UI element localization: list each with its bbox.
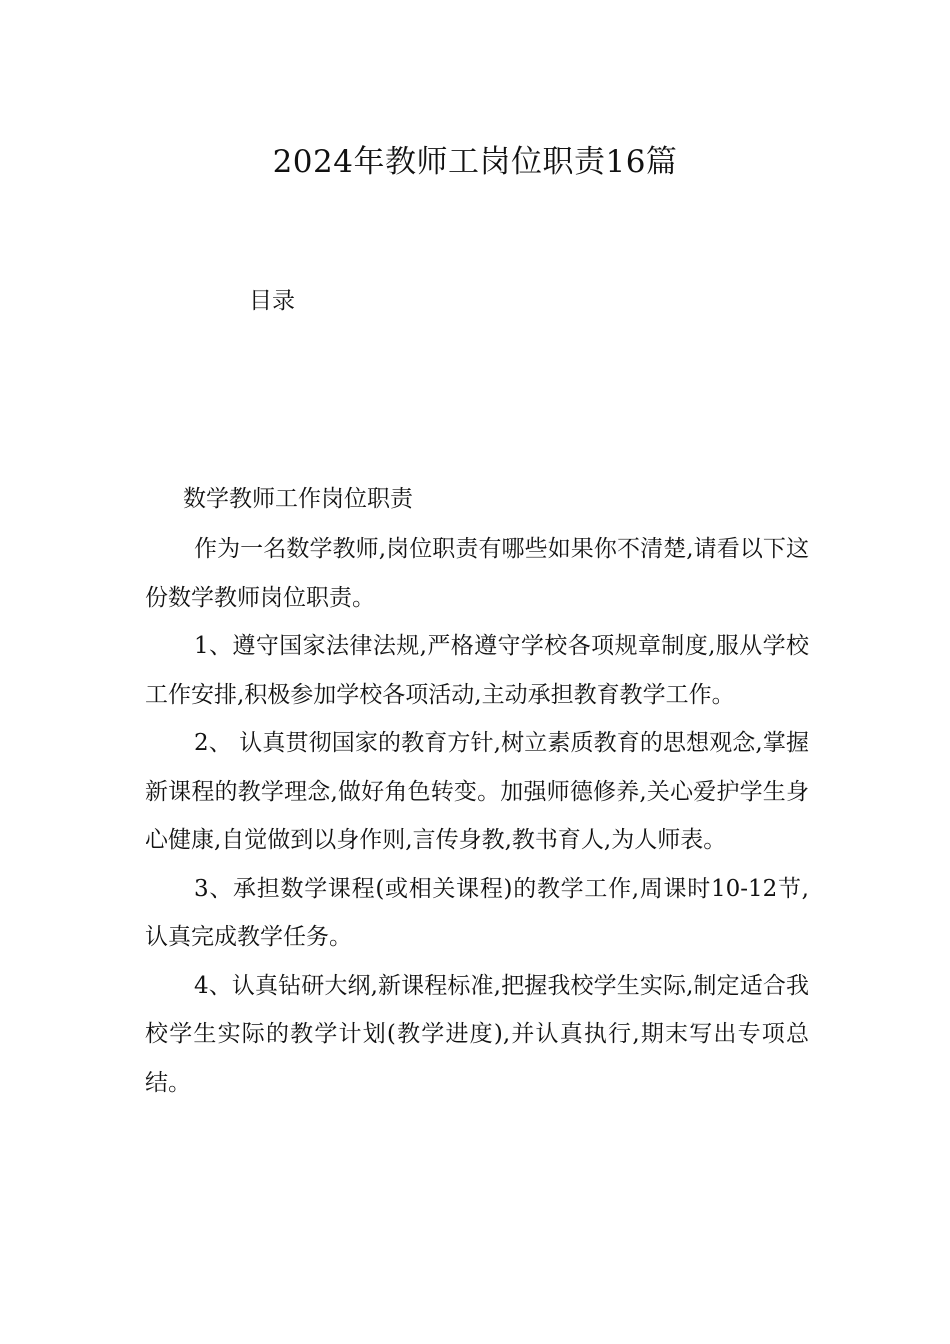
duty-item-2: 2、 认真贯彻国家的教育方针,树立素质教育的思想观念,掌握新课程的教学理念,做好角色转变。加强师德修养,关心爱护学生身心健康,自觉做到以身作则,言传身教,教书育人,为人师表。 xyxy=(145,730,809,853)
body-text xyxy=(145,525,809,1107)
duty-item-1: 1、遵守国家法律法规,严格遵守学校各项规章制度,服从学校工作安排,积极参加学校各项活动,主动承担教育教学工作。 xyxy=(145,633,809,708)
duty-item-4: 4、认真钻研大纲,新课程标准,把握我校学生实际,制定适合我校学生实际的教学计划(教学进度),并认真执行,期末写出专项总结。 xyxy=(145,972,809,1096)
intro-paragraph: 作为一名数学教师,岗位职责有哪些如果你不清楚,请看以下这份数学教师岗位职责。 xyxy=(145,536,809,611)
duty-item-3: 3、承担数学课程(或相关课程)的教学工作,周课时10-12节,认真完成教学任务。 xyxy=(145,875,809,950)
document-title: 2024年教师工岗位职责16篇 xyxy=(272,144,678,180)
section-heading: 数学教师工作岗位职责 xyxy=(183,486,413,512)
table-of-contents-label: 目录 xyxy=(249,288,295,314)
